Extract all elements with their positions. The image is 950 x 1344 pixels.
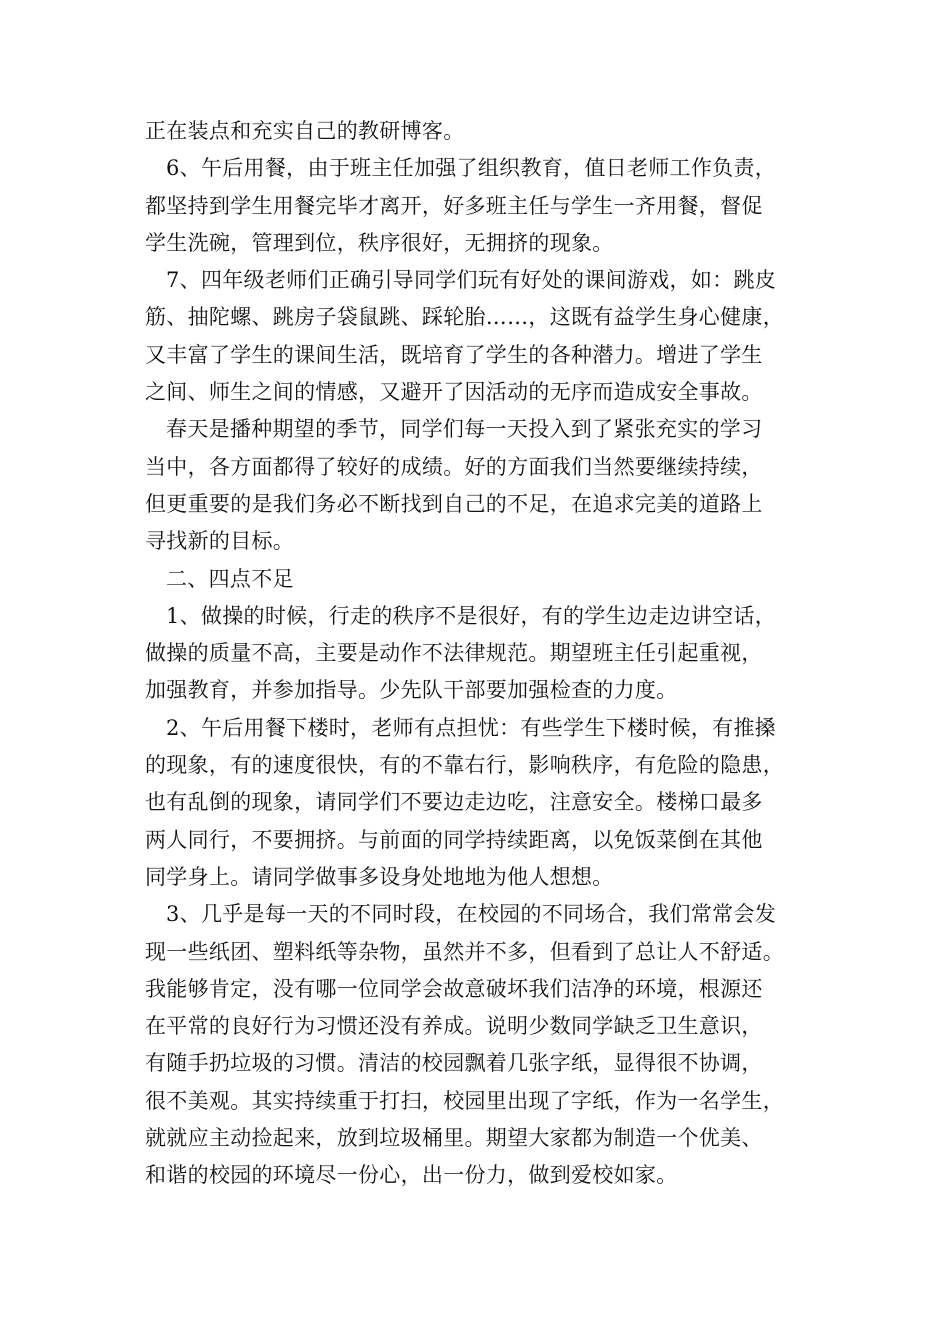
text-line: 现一些纸团、塑料纸等杂物，虽然并不多，但看到了总让人不舒适。 (145, 939, 784, 964)
text-line: 有随手扔垃圾的习惯。清洁的校园飘着几张字纸，显得很不协调， (145, 1051, 763, 1076)
text-line: 和谐的校园的环境尽一份心，出一份力，做到爱校如家。 (145, 1163, 678, 1188)
text-line: 1、做操的时候，行走的秩序不是很好，有的学生边走边讲空话， (166, 603, 777, 628)
text-line: 的现象，有的速度很快，有的不靠右行，影响秩序，有危险的隐患， (145, 753, 784, 778)
text-line: 筋、抽陀螺、跳房子袋鼠跳、踩轮胎……，这既有益学生身心健康， (145, 305, 784, 330)
text-line: 6、午后用餐，由于班主任加强了组织教育，值日老师工作负责， (166, 156, 777, 181)
text-line: 都坚持到学生用餐完毕才离开，好多班主任与学生一齐用餐，督促 (145, 193, 763, 218)
section-heading: 二、四点不足 (166, 566, 294, 591)
text-line: 做操的质量不高，主要是动作不法律规范。期望班主任引起重视， (145, 641, 763, 666)
text-line: 在平常的良好行为习惯还没有养成。说明少数同学缺乏卫生意识， (145, 1014, 763, 1039)
text-line: 也有乱倒的现象，请同学们不要边走边吃，注意安全。楼梯口最多 (145, 790, 763, 815)
text-line: 当中，各方面都得了较好的成绩。好的方面我们当然要继续持续， (145, 454, 763, 479)
text-line: 3、几乎是每一天的不同时段，在校园的不同场合，我们常常会发 (166, 902, 777, 927)
text-line: 两人同行，不要拥挤。与前面的同学持续距离，以免饭菜倒在其他 (145, 827, 763, 852)
text-line: 学生洗碗，管理到位，秩序很好，无拥挤的现象。 (145, 230, 614, 255)
text-line: 正在装点和充实自己的教研博客。 (145, 119, 465, 143)
text-line: 但更重要的是我们务必不断找到自己的不足，在追求完美的道路上 (145, 491, 763, 516)
text-line: 加强教育，并参加指导。少先队干部要加强检查的力度。 (145, 678, 678, 703)
text-line: 7、四年级老师们正确引导同学们玩有好处的课间游戏，如：跳皮 (166, 268, 777, 293)
text-line: 春天是播种期望的季节，同学们每一天投入到了紧张充实的学习 (166, 417, 763, 442)
text-line: 很不美观。其实持续重于打扫，校园里出现了字纸，作为一名学生， (145, 1088, 784, 1113)
text-line: 寻找新的目标。 (145, 529, 295, 554)
text-line: 我能够肯定，没有哪一位同学会故意破坏我们洁净的环境，根源还 (145, 976, 763, 1001)
text-line: 之间、师生之间的情感，又避开了因活动的无序而造成安全事故。 (145, 380, 763, 405)
text-line: 同学身上。请同学做事多设身处地地为他人想想。 (145, 864, 614, 889)
text-line: 又丰富了学生的课间生活，既培育了学生的各种潜力。增进了学生 (145, 342, 763, 367)
text-line: 就就应主动捡起来，放到垃圾桶里。期望大家都为制造一个优美、 (145, 1126, 763, 1151)
document-body (145, 113, 825, 1195)
text-line: 2、午后用餐下楼时，老师有点担忧：有些学生下楼时候，有推搡 (166, 715, 777, 740)
